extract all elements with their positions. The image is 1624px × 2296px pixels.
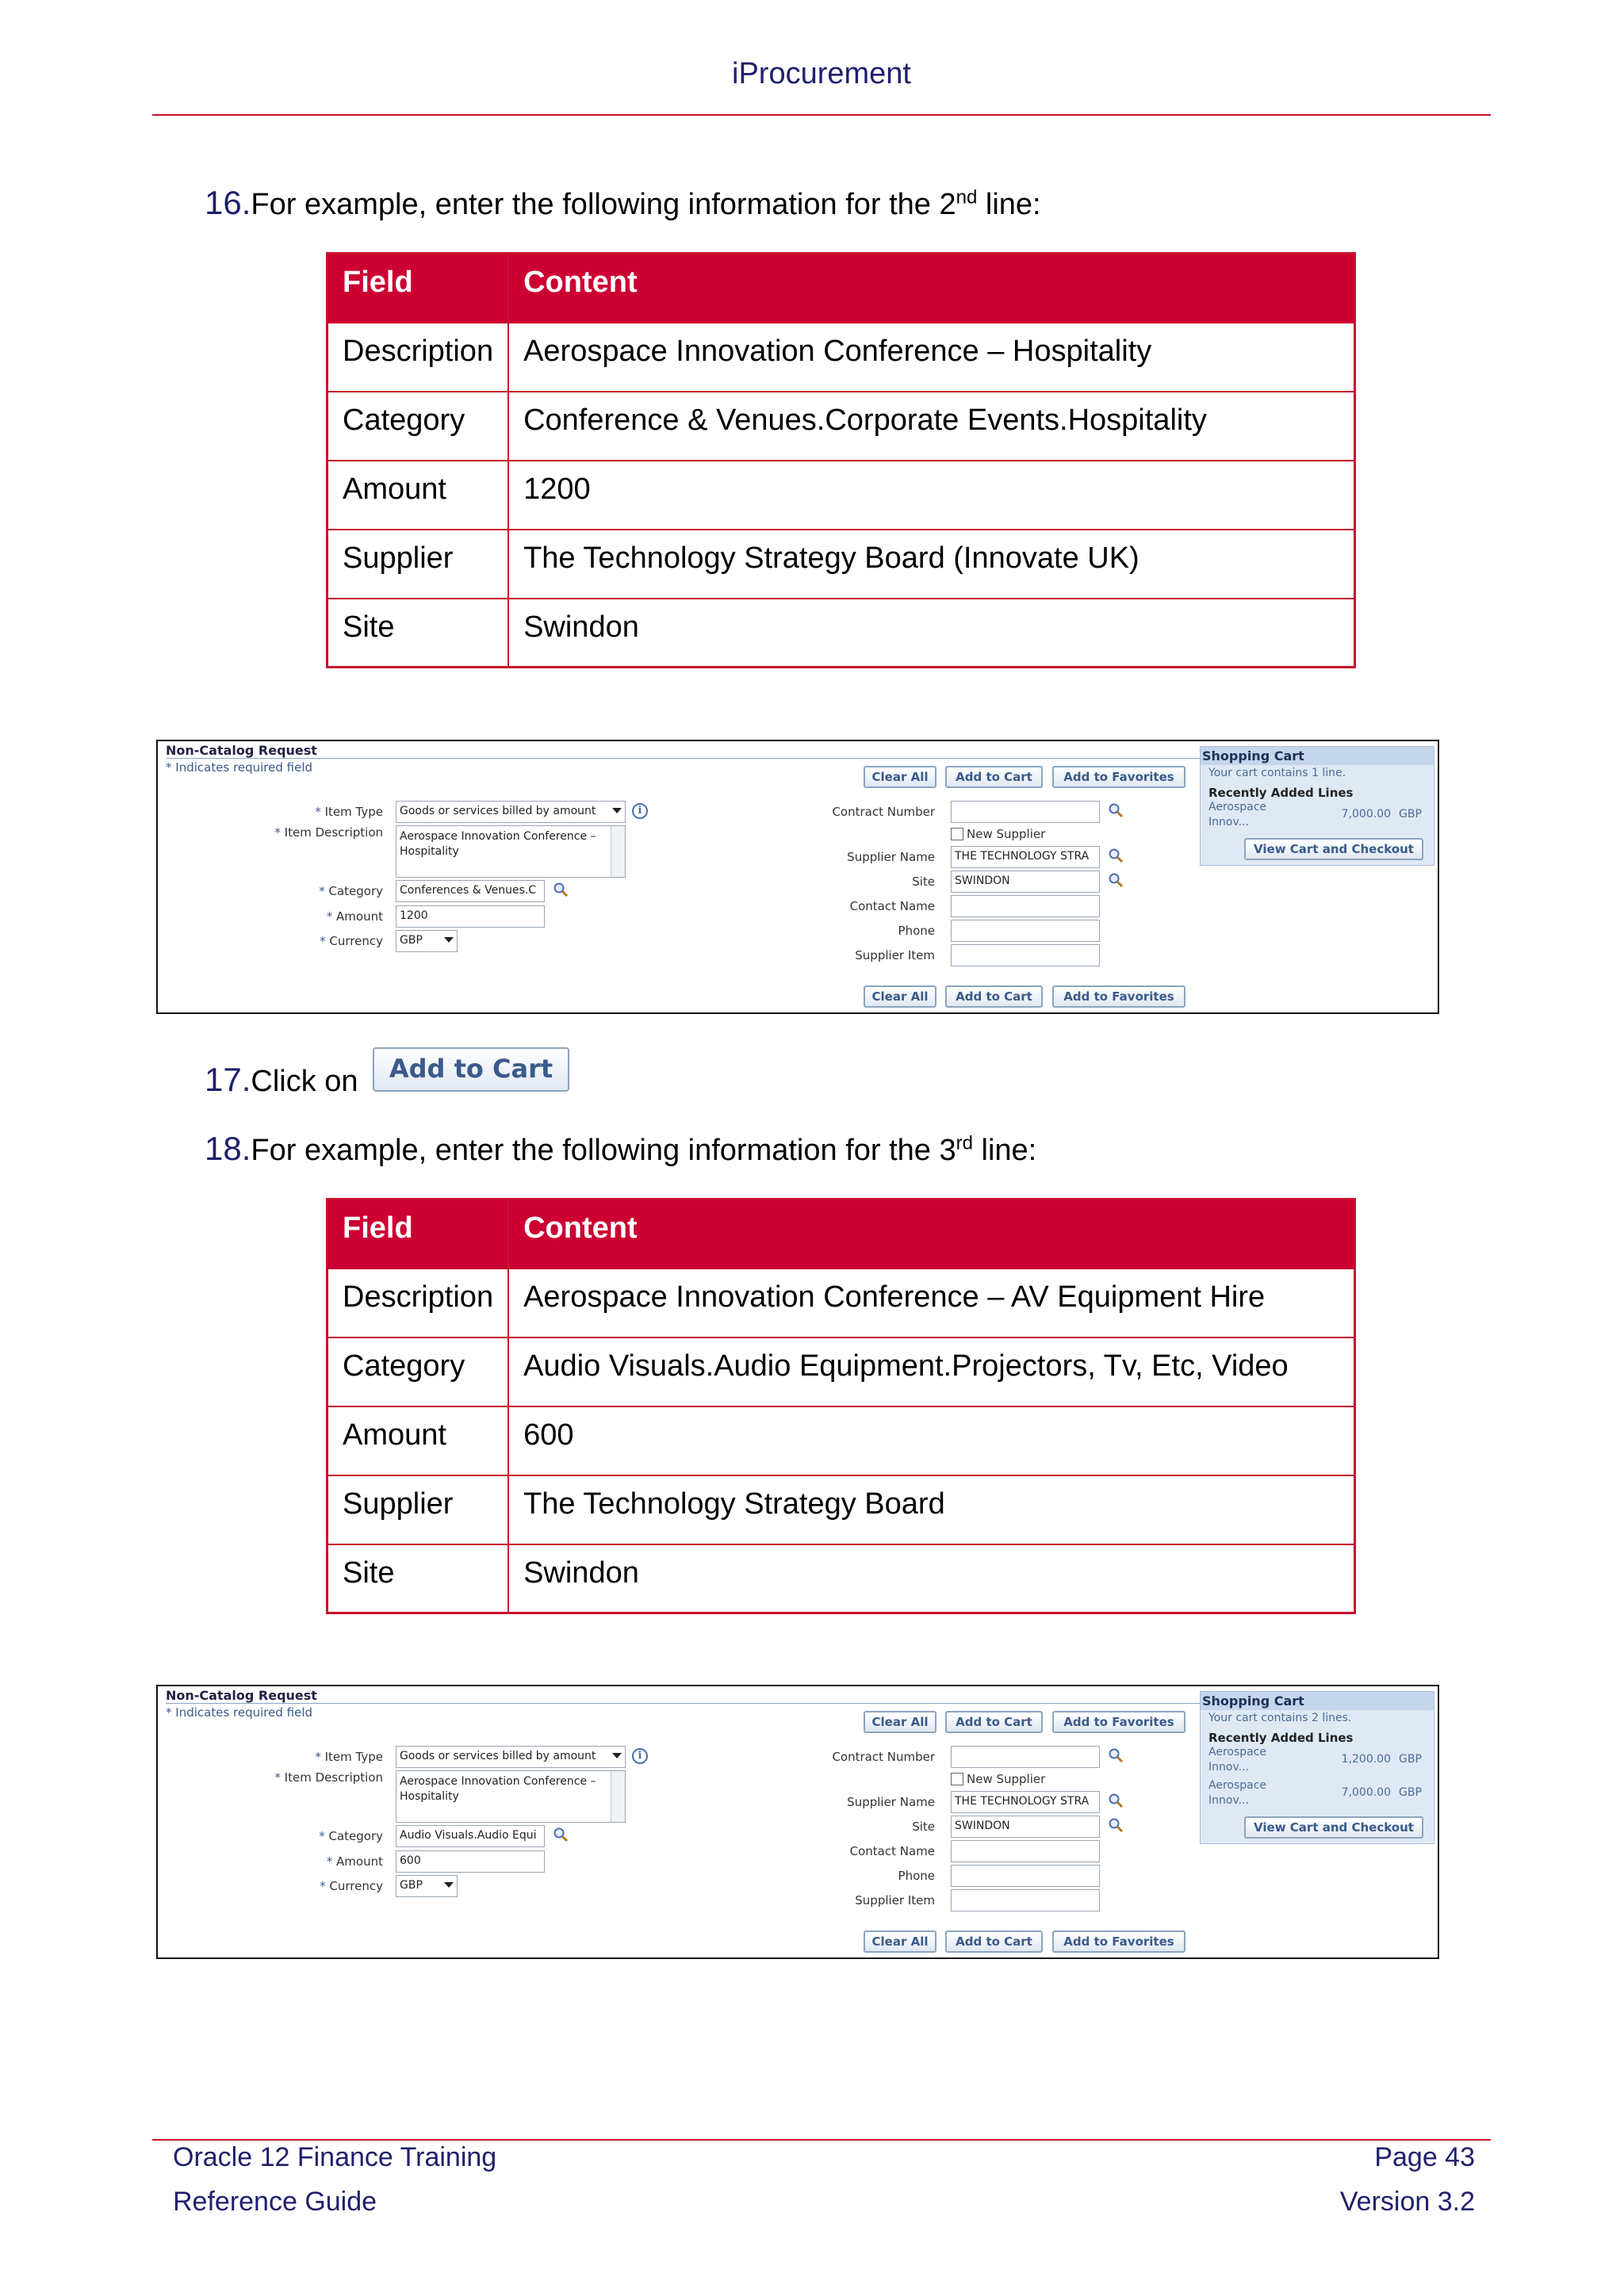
clear-all-button[interactable]: Clear All <box>864 1711 936 1733</box>
non-catalog-request-screenshot-1 <box>156 740 1439 1014</box>
header-field: Field <box>327 254 509 323</box>
supplier-item-label: Supplier Item <box>855 948 935 962</box>
amount-input[interactable]: 1200 <box>396 905 545 928</box>
add-to-favorites-button[interactable]: Add to Favorites <box>1052 985 1185 1008</box>
cell-content: The Technology Strategy Board <box>508 1475 1354 1544</box>
header-field: Field <box>327 1200 509 1269</box>
chevron-down-icon <box>612 1753 622 1758</box>
add-to-cart-button[interactable]: Add to Cart <box>945 766 1043 788</box>
info-icon[interactable]: i <box>632 1748 648 1764</box>
add-to-cart-button[interactable]: Add to Cart <box>945 1711 1043 1733</box>
view-cart-checkout-button[interactable]: View Cart and Checkout <box>1244 838 1423 860</box>
cart-item-currency: GBP <box>1399 1753 1422 1766</box>
cell-field: Site <box>327 1544 509 1613</box>
step-text: Click on <box>251 1065 358 1098</box>
contact-name-input[interactable] <box>951 895 1100 917</box>
site-label: Site <box>912 1820 935 1834</box>
category-label: * Category <box>319 1829 383 1843</box>
scrollbar[interactable] <box>611 826 625 877</box>
currency-select[interactable]: GBP <box>396 930 458 952</box>
supplier-item-input[interactable] <box>951 1889 1100 1911</box>
contract-number-input[interactable] <box>951 801 1100 823</box>
table-row <box>327 1475 1355 1544</box>
category-input[interactable]: Conferences & Venues.C <box>396 880 545 902</box>
recently-added-heading: Recently Added Lines <box>1208 786 1354 800</box>
phone-label: Phone <box>898 924 935 938</box>
cell-content: Aerospace Innovation Conference – Hospitality <box>508 323 1354 392</box>
cell-content: Aerospace Innovation Conference – AV Equipment Hire <box>508 1269 1354 1337</box>
category-label: * Category <box>319 884 383 898</box>
table-row <box>327 1544 1355 1613</box>
supplier-name-input[interactable]: THE TECHNOLOGY STRA <box>951 846 1100 868</box>
chevron-down-icon <box>444 937 454 943</box>
cell-content: Audio Visuals.Audio Equipment.Projectors, Tv, Etc, Video <box>508 1337 1354 1406</box>
field-content-table-line-2 <box>326 252 1356 668</box>
search-icon[interactable] <box>553 882 569 897</box>
cell-field: Supplier <box>327 530 509 599</box>
table-row <box>327 1337 1355 1406</box>
cart-item-currency: GBP <box>1399 808 1422 821</box>
cart-item <box>1201 1745 1434 1778</box>
step-16 <box>205 184 1041 222</box>
info-icon[interactable]: i <box>632 803 648 819</box>
scrollbar[interactable] <box>611 1771 625 1822</box>
step-number: 16. <box>205 184 251 221</box>
cell-field: Site <box>327 599 509 668</box>
add-to-favorites-button[interactable]: Add to Favorites <box>1052 766 1185 788</box>
add-to-cart-button-illustration[interactable]: Add to Cart <box>373 1047 569 1092</box>
shopping-cart-panel <box>1200 746 1434 866</box>
cart-item <box>1201 800 1434 833</box>
cart-title: Shopping Cart <box>1201 1692 1434 1710</box>
cell-content: 1200 <box>508 461 1354 530</box>
field-content-table-line-3 <box>326 1198 1356 1614</box>
cell-field: Category <box>327 392 509 461</box>
cell-content: The Technology Strategy Board (Innovate UK) <box>508 530 1354 599</box>
search-icon[interactable] <box>1108 872 1124 888</box>
currency-label: * Currency <box>320 1879 383 1893</box>
recently-added-heading: Recently Added Lines <box>1208 1731 1354 1745</box>
add-to-favorites-button[interactable]: Add to Favorites <box>1052 1711 1185 1733</box>
table-row <box>327 530 1355 599</box>
step-18 <box>205 1130 1036 1168</box>
region-title: Non-Catalog Request <box>166 1688 317 1703</box>
site-label: Site <box>912 874 935 889</box>
ordinal-suffix: nd <box>956 186 978 209</box>
cell-content: 600 <box>508 1406 1354 1475</box>
cell-content: Conference & Venues.Corporate Events.Hospitality <box>508 392 1354 461</box>
cell-field: Description <box>327 323 509 392</box>
cart-item-currency: GBP <box>1399 1786 1422 1799</box>
item-type-select[interactable]: Goods or services billed by amount <box>396 801 626 823</box>
clear-all-button[interactable]: Clear All <box>864 985 936 1008</box>
item-description-textarea[interactable]: Aerospace Innovation Conference – Hospitality <box>396 1770 626 1823</box>
region-title: Non-Catalog Request <box>166 743 317 758</box>
header-divider <box>152 114 1491 116</box>
view-cart-checkout-button[interactable]: View Cart and Checkout <box>1244 1816 1423 1839</box>
cell-content: Swindon <box>508 1544 1354 1613</box>
step-17 <box>205 1061 358 1099</box>
new-supplier-checkbox[interactable] <box>951 1773 963 1785</box>
item-description-label: * Item Description <box>274 1770 383 1785</box>
item-type-label: * Item Type <box>315 1750 383 1764</box>
cart-item-amount: 1,200.00 <box>1341 1753 1391 1766</box>
cart-item-amount: 7,000.00 <box>1341 1786 1391 1799</box>
step-text: For example, enter the following information for the 3 <box>251 1134 956 1167</box>
phone-label: Phone <box>898 1869 935 1883</box>
cart-title: Shopping Cart <box>1201 747 1434 765</box>
site-input[interactable]: SWINDON <box>951 1816 1100 1838</box>
chevron-down-icon <box>444 1882 454 1888</box>
cell-field: Amount <box>327 1406 509 1475</box>
amount-input[interactable]: 600 <box>396 1850 545 1873</box>
cell-content: Swindon <box>508 599 1354 668</box>
search-icon[interactable] <box>1108 1793 1124 1808</box>
contact-name-label: Contact Name <box>849 899 935 913</box>
add-to-cart-button[interactable]: Add to Cart <box>945 1931 1043 1953</box>
cart-item-name[interactable]: Aerospace Innov... <box>1208 1746 1267 1774</box>
search-icon[interactable] <box>1108 848 1124 863</box>
add-to-favorites-button[interactable]: Add to Favorites <box>1052 1931 1185 1953</box>
phone-input[interactable] <box>951 920 1100 942</box>
table-row <box>327 392 1355 461</box>
amount-label: * Amount <box>326 1854 383 1869</box>
table-header-row <box>327 1200 1355 1269</box>
supplier-name-input[interactable]: THE TECHNOLOGY STRA <box>951 1791 1100 1813</box>
chevron-down-icon <box>612 808 622 813</box>
table-row <box>327 323 1355 392</box>
header-content: Content <box>508 1200 1354 1269</box>
footer-course-title: Oracle 12 Finance Training <box>173 2142 497 2172</box>
supplier-item-label: Supplier Item <box>855 1893 935 1908</box>
footer-document-type: Reference Guide <box>173 2187 377 2217</box>
non-catalog-request-screenshot-2 <box>156 1685 1439 1959</box>
shopping-cart-panel <box>1200 1691 1434 1844</box>
table-row <box>327 1406 1355 1475</box>
cell-field: Description <box>327 1269 509 1337</box>
item-description-label: * Item Description <box>274 825 383 840</box>
table-row <box>327 599 1355 668</box>
amount-label: * Amount <box>326 909 383 924</box>
item-type-label: * Item Type <box>315 805 383 819</box>
category-input[interactable]: Audio Visuals.Audio Equi <box>396 1825 545 1847</box>
currency-label: * Currency <box>320 934 383 948</box>
cart-item-name[interactable]: Aerospace Innov... <box>1208 1779 1267 1807</box>
required-field-note: * Indicates required field <box>166 760 313 775</box>
supplier-name-label: Supplier Name <box>847 850 935 864</box>
footer-page-number: Page 43 <box>1374 2142 1475 2172</box>
new-supplier-checkbox[interactable] <box>951 828 963 840</box>
ordinal-suffix: rd <box>956 1132 973 1154</box>
cart-item <box>1201 1778 1434 1812</box>
supplier-item-input[interactable] <box>951 944 1100 966</box>
contact-name-input[interactable] <box>951 1840 1100 1862</box>
cell-field: Supplier <box>327 1475 509 1544</box>
step-text-end: line: <box>972 1134 1037 1167</box>
new-supplier-label: New Supplier <box>967 827 1046 841</box>
clear-all-button[interactable]: Clear All <box>864 766 936 788</box>
step-number: 18. <box>205 1130 251 1167</box>
cell-field: Amount <box>327 461 509 530</box>
search-icon[interactable] <box>1108 1747 1124 1763</box>
phone-input[interactable] <box>951 1865 1100 1887</box>
cart-item-name[interactable]: Aerospace Innov... <box>1208 801 1267 828</box>
search-icon[interactable] <box>553 1827 569 1843</box>
step-number: 17. <box>205 1061 251 1098</box>
cart-count: Your cart contains 2 lines. <box>1208 1712 1352 1724</box>
site-input[interactable]: SWINDON <box>951 871 1100 893</box>
required-field-note: * Indicates required field <box>166 1705 313 1720</box>
contract-number-label: Contract Number <box>832 805 935 819</box>
table-row <box>327 1269 1355 1337</box>
cart-item-amount: 7,000.00 <box>1341 808 1391 821</box>
search-icon[interactable] <box>1108 1817 1124 1833</box>
table-row <box>327 461 1355 530</box>
page-header-title: iProcurement <box>732 57 911 90</box>
new-supplier-label: New Supplier <box>967 1772 1046 1786</box>
cart-count: Your cart contains 1 line. <box>1208 767 1346 779</box>
header-content: Content <box>508 254 1354 323</box>
currency-select[interactable]: GBP <box>396 1875 458 1897</box>
contact-name-label: Contact Name <box>849 1844 935 1858</box>
add-to-cart-button[interactable]: Add to Cart <box>945 985 1043 1008</box>
clear-all-button[interactable]: Clear All <box>864 1931 936 1953</box>
step-text: For example, enter the following information for the 2 <box>251 188 956 221</box>
contract-number-label: Contract Number <box>832 1750 935 1764</box>
footer-version: Version 3.2 <box>1339 2187 1475 2217</box>
table-header-row <box>327 254 1355 323</box>
item-description-textarea[interactable]: Aerospace Innovation Conference – Hospitality <box>396 825 626 878</box>
cell-field: Category <box>327 1337 509 1406</box>
item-type-select[interactable]: Goods or services billed by amount <box>396 1746 626 1768</box>
step-text-end: line: <box>977 188 1041 221</box>
footer-divider <box>152 2139 1491 2141</box>
contract-number-input[interactable] <box>951 1746 1100 1768</box>
supplier-name-label: Supplier Name <box>847 1795 935 1809</box>
search-icon[interactable] <box>1108 802 1124 818</box>
